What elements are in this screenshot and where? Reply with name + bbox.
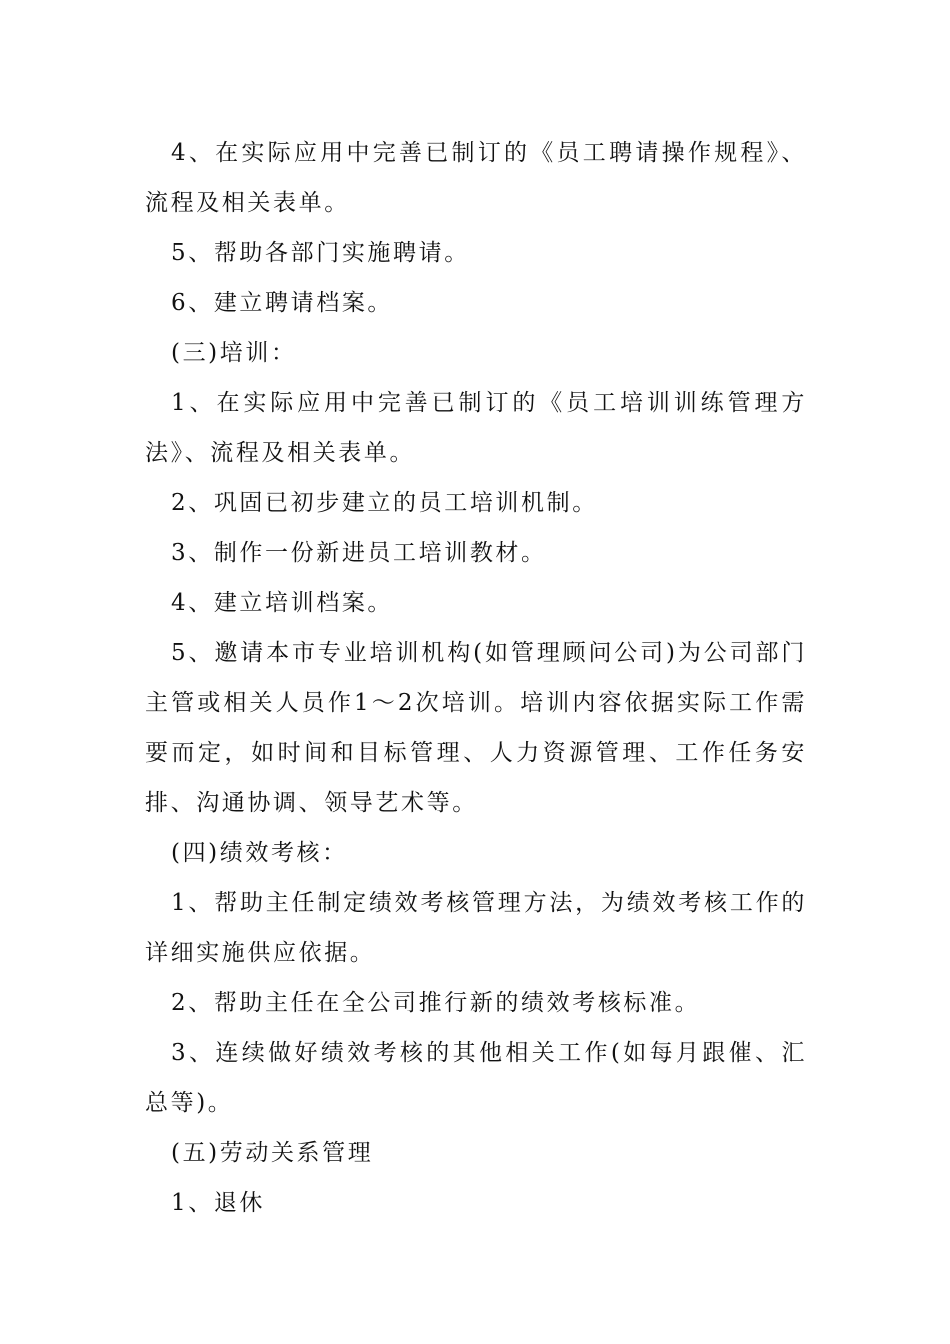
- paragraph: 1、在实际应用中完善已制订的《员工培训训练管理方法》、流程及相关表单。: [145, 390, 807, 466]
- section-heading: (五)劳动关系管理: [171, 1140, 374, 1166]
- document-body: [145, 128, 807, 1228]
- paragraph: 1、退休: [171, 1190, 266, 1216]
- paragraph: 3、连续做好绩效考核的其他相关工作(如每月跟催、汇总等)。: [145, 1040, 807, 1116]
- paragraph: 5、帮助各部门实施聘请。: [171, 240, 470, 266]
- paragraph: 2、帮助主任在全公司推行新的绩效考核标准。: [171, 990, 701, 1016]
- paragraph: 4、建立培训档案。: [171, 590, 394, 616]
- section-heading: (三)培训：: [171, 340, 297, 366]
- paragraph: 2、巩固已初步建立的员工培训机制。: [171, 490, 598, 516]
- paragraph: 5、邀请本市专业培训机构(如管理顾问公司)为公司部门主管或相关人员作1～2次培训。培训内容依据实际工作需要而定，如时间和目标管理、人力资源管理、工作任务安排、沟通协调、领导艺术等。: [145, 640, 807, 816]
- paragraph: 6、建立聘请档案。: [171, 290, 394, 316]
- section-heading: (四)绩效考核：: [171, 840, 348, 866]
- paragraph: 1、帮助主任制定绩效考核管理方法，为绩效考核工作的详细实施供应依据。: [145, 890, 807, 966]
- paragraph: 3、制作一份新进员工培训教材。: [171, 540, 547, 566]
- paragraph: 4、在实际应用中完善已制订的《员工聘请操作规程》、流程及相关表单。: [145, 140, 807, 216]
